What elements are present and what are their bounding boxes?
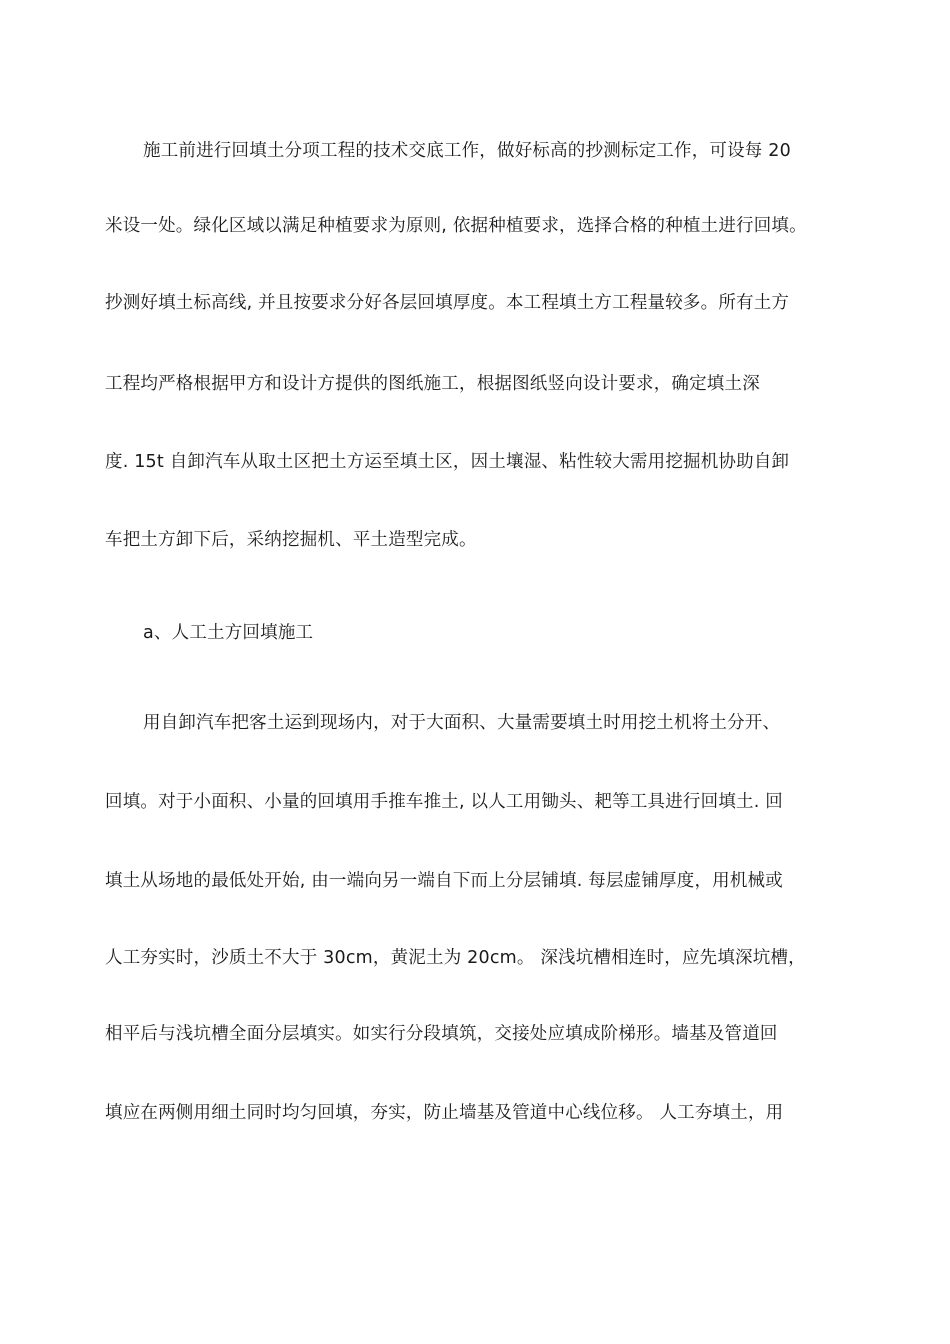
paragraph-2-line-6: 填应在两侧用细土同时均匀回填，夯实，防止墙基及管道中心线位移。 人工夯填土，用 bbox=[105, 1103, 784, 1123]
paragraph-1-line-1: 施工前进行回填土分项工程的技术交底工作，做好标高的抄测标定工作，可设每 20 bbox=[143, 141, 791, 161]
paragraph-2-line-1: 用自卸汽车把客土运到现场内，对于大面积、大量需要填土时用挖土机将土分开、 bbox=[143, 713, 781, 733]
paragraph-2-line-4: 人工夯实时，沙质土不大于 30cm，黄泥土为 20cm。 深浅坑槽相连时，应先填深坑槽， bbox=[105, 948, 806, 968]
paragraph-1-line-5: 度. 15t 自卸汽车从取土区把土方运至填土区，因土壤湿、粘性较大需用挖掘机协助自卸 bbox=[105, 452, 790, 472]
paragraph-1-line-2: 米设一处。绿化区域以满足种植要求为原则, 依据种植要求，选择合格的种植土进行回填。 bbox=[105, 216, 807, 236]
paragraph-1-line-6: 车把土方卸下后，采纳挖掘机、平土造型完成。 bbox=[105, 530, 477, 550]
paragraph-2-line-3: 填土从场地的最低处开始, 由一端向另一端自下而上分层铺填. 每层虚铺厚度，用机械或 bbox=[105, 871, 783, 891]
paragraph-2-line-5: 相平后与浅坑槽全面分层填实。如实行分段填筑，交接处应填成阶梯形。墙基及管道回 bbox=[105, 1024, 778, 1044]
paragraph-2-line-2: 回填。对于小面积、小量的回填用手推车推土, 以人工用锄头、耙等工具进行回填土. 回 bbox=[105, 792, 783, 812]
paragraph-1-line-4: 工程均严格根据甲方和设计方提供的图纸施工，根据图纸竖向设计要求，确定填土深 bbox=[105, 374, 760, 394]
section-heading: a、人工土方回填施工 bbox=[143, 623, 314, 643]
paragraph-1-line-3: 抄测好填土标高线, 并且按要求分好各层回填厚度。本工程填土方工程量较多。所有土方 bbox=[105, 293, 790, 313]
